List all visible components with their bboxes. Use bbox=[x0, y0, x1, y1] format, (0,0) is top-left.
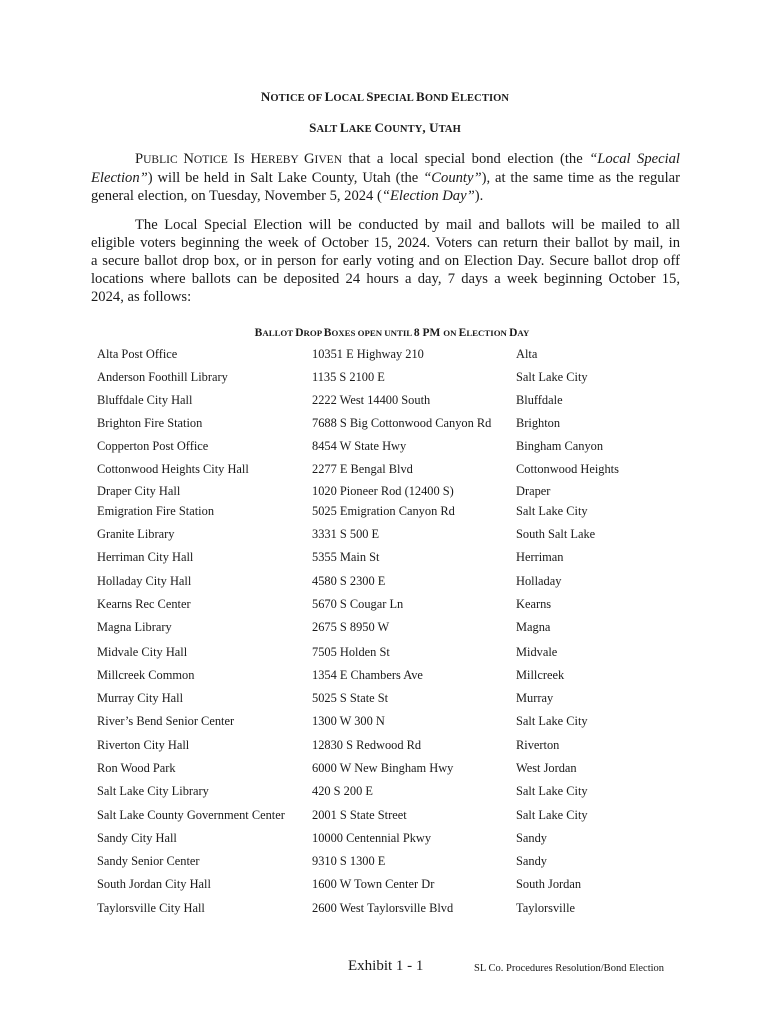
table-row bbox=[0, 808, 770, 824]
location-name: Magna Library bbox=[97, 620, 172, 634]
location-name: Bluffdale City Hall bbox=[97, 393, 193, 407]
location-address: 2222 West 14400 South bbox=[312, 393, 431, 407]
location-address: 10000 Centennial Pkwy bbox=[312, 831, 432, 845]
location-city: West Jordan bbox=[516, 761, 577, 775]
table-row bbox=[0, 597, 770, 613]
location-name: Alta Post Office bbox=[97, 347, 178, 361]
location-name: Millcreek Common bbox=[97, 668, 195, 682]
location-name: Salt Lake City Library bbox=[97, 784, 209, 798]
location-name: Copperton Post Office bbox=[97, 439, 209, 453]
location-address: 5025 Emigration Canyon Rd bbox=[312, 504, 455, 518]
location-address: 1020 Pioneer Rod (12400 S) bbox=[312, 484, 454, 498]
location-address: 2001 S State Street bbox=[312, 808, 407, 822]
notice-text: that a local special bond election (the bbox=[342, 151, 590, 167]
notice-text: general election, on Tuesday, November 5, 2024 ( bbox=[91, 188, 382, 204]
table-row bbox=[0, 393, 770, 409]
table-row bbox=[0, 901, 770, 917]
location-city: Sandy bbox=[516, 831, 547, 845]
document-reference: SL Co. Procedures Resolution/Bond Election bbox=[474, 963, 665, 974]
location-address: 4580 S 2300 E bbox=[312, 574, 386, 588]
location-address: 2600 West Taylorsville Blvd bbox=[312, 901, 454, 915]
location-name: Midvale City Hall bbox=[97, 645, 188, 659]
location-name: South Jordan City Hall bbox=[97, 877, 211, 891]
location-address: 7688 S Big Cottonwood Canyon Rd bbox=[312, 416, 492, 430]
location-address: 5355 Main St bbox=[312, 550, 380, 564]
notice-term: “Local Special bbox=[589, 151, 680, 167]
table-row bbox=[0, 484, 770, 500]
table-row bbox=[0, 347, 770, 363]
location-city: South Salt Lake bbox=[516, 527, 596, 541]
location-address: 1135 S 2100 E bbox=[312, 370, 385, 384]
location-name: Salt Lake County Government Center bbox=[97, 808, 285, 822]
location-city: Brighton bbox=[516, 416, 561, 430]
notice-term: “Election Day” bbox=[381, 188, 475, 204]
table-row bbox=[0, 668, 770, 684]
location-city: Taylorsville bbox=[516, 901, 576, 915]
notice-text: ) will be held in Salt Lake County, Utah (the bbox=[147, 170, 424, 186]
location-city: Draper bbox=[516, 484, 551, 498]
location-name: Anderson Foothill Library bbox=[97, 370, 228, 384]
notice-term: Election” bbox=[91, 170, 148, 186]
location-city: Salt Lake City bbox=[516, 714, 588, 728]
location-name: Taylorsville City Hall bbox=[97, 901, 205, 915]
location-city: Salt Lake City bbox=[516, 808, 588, 822]
location-address: 2277 E Bengal Blvd bbox=[312, 462, 413, 476]
document-title: NOTICE OF LOCAL SPECIAL BOND ELECTION bbox=[260, 89, 510, 104]
location-city: South Jordan bbox=[516, 877, 582, 891]
location-city: Salt Lake City bbox=[516, 504, 588, 518]
location-name: Herriman City Hall bbox=[97, 550, 194, 564]
location-name: Draper City Hall bbox=[97, 484, 181, 498]
location-address: 7505 Holden St bbox=[312, 645, 390, 659]
table-row bbox=[0, 527, 770, 543]
location-address: 9310 S 1300 E bbox=[312, 854, 386, 868]
table-row bbox=[0, 784, 770, 800]
location-city: Sandy bbox=[516, 854, 547, 868]
location-city: Bluffdale bbox=[516, 393, 563, 407]
election-details-paragraph bbox=[91, 216, 680, 306]
location-address: 12830 S Redwood Rd bbox=[312, 738, 422, 752]
location-name: Cottonwood Heights City Hall bbox=[97, 462, 249, 476]
table-row bbox=[0, 738, 770, 754]
notice-text: ). bbox=[474, 188, 484, 204]
location-name: Ron Wood Park bbox=[97, 761, 176, 775]
table-row bbox=[0, 714, 770, 730]
location-address: 420 S 200 E bbox=[312, 784, 373, 798]
table-row bbox=[0, 550, 770, 566]
exhibit-label: Exhibit 1 - 1 bbox=[348, 958, 424, 974]
location-address: 5025 S State St bbox=[312, 691, 389, 705]
location-city: Murray bbox=[516, 691, 554, 705]
table-row bbox=[0, 462, 770, 478]
location-city: Cottonwood Heights bbox=[516, 462, 619, 476]
table-row bbox=[0, 416, 770, 432]
location-name: Kearns Rec Center bbox=[97, 597, 191, 611]
document-subtitle: SALT LAKE COUNTY, UTAH bbox=[309, 120, 461, 135]
location-name: Granite Library bbox=[97, 527, 175, 541]
paragraph-line: eligible voters beginning the week of October 15, 2024. Voters can return their ballot by mail, in bbox=[91, 235, 680, 251]
location-city: Midvale bbox=[516, 645, 558, 659]
table-row bbox=[0, 645, 770, 661]
paragraph-line: locations where ballots can be deposited 24 hours a day, 7 days a week beginning October 15, bbox=[91, 271, 680, 287]
notice-lead: PUBLIC NOTICE IS HEREBY GIVEN bbox=[135, 151, 342, 167]
drop-box-table-heading: BALLOT DROP BOXES OPEN UNTIL 8 PM ON ELECTION DAY bbox=[254, 327, 530, 339]
table-row bbox=[0, 620, 770, 636]
table-row bbox=[0, 691, 770, 707]
location-name: Holladay City Hall bbox=[97, 574, 192, 588]
location-address: 5670 S Cougar Ln bbox=[312, 597, 404, 611]
location-address: 6000 W New Bingham Hwy bbox=[312, 761, 454, 775]
public-notice-paragraph bbox=[91, 150, 680, 205]
location-address: 2675 S 8950 W bbox=[312, 620, 390, 634]
location-city: Holladay bbox=[516, 574, 562, 588]
location-name: River’s Bend Senior Center bbox=[97, 714, 235, 728]
location-name: Emigration Fire Station bbox=[97, 504, 215, 518]
location-address: 3331 S 500 E bbox=[312, 527, 380, 541]
location-city: Herriman bbox=[516, 550, 564, 564]
location-name: Sandy City Hall bbox=[97, 831, 177, 845]
location-city: Salt Lake City bbox=[516, 370, 588, 384]
paragraph-line: The Local Special Election will be conducted by mail and ballots will be mailed to all bbox=[135, 217, 680, 233]
table-row bbox=[0, 877, 770, 893]
table-row bbox=[0, 370, 770, 386]
location-address: 10351 E Highway 210 bbox=[312, 347, 424, 361]
location-address: 8454 W State Hwy bbox=[312, 439, 407, 453]
location-city: Bingham Canyon bbox=[516, 439, 604, 453]
location-city: Millcreek bbox=[516, 668, 565, 682]
location-address: 1300 W 300 N bbox=[312, 714, 385, 728]
location-address: 1354 E Chambers Ave bbox=[312, 668, 423, 682]
location-name: Sandy Senior Center bbox=[97, 854, 200, 868]
table-row bbox=[0, 439, 770, 455]
location-name: Brighton Fire Station bbox=[97, 416, 203, 430]
paragraph-line: 2024, as follows: bbox=[91, 289, 192, 305]
location-city: Kearns bbox=[516, 597, 552, 611]
table-row bbox=[0, 504, 770, 520]
table-row bbox=[0, 831, 770, 847]
location-address: 1600 W Town Center Dr bbox=[312, 877, 435, 891]
notice-text: ), at the same time as the regular bbox=[481, 170, 680, 186]
table-row bbox=[0, 574, 770, 590]
location-city: Salt Lake City bbox=[516, 784, 588, 798]
location-name: Murray City Hall bbox=[97, 691, 184, 705]
notice-term: “County” bbox=[423, 170, 482, 186]
location-name: Riverton City Hall bbox=[97, 738, 190, 752]
paragraph-line: a secure ballot drop box, or in person for early voting and on Election Day. Secure ballot drop off bbox=[91, 253, 680, 269]
location-city: Alta bbox=[516, 347, 538, 361]
location-city: Riverton bbox=[516, 738, 560, 752]
location-city: Magna bbox=[516, 620, 551, 634]
table-row bbox=[0, 761, 770, 777]
table-row bbox=[0, 854, 770, 870]
